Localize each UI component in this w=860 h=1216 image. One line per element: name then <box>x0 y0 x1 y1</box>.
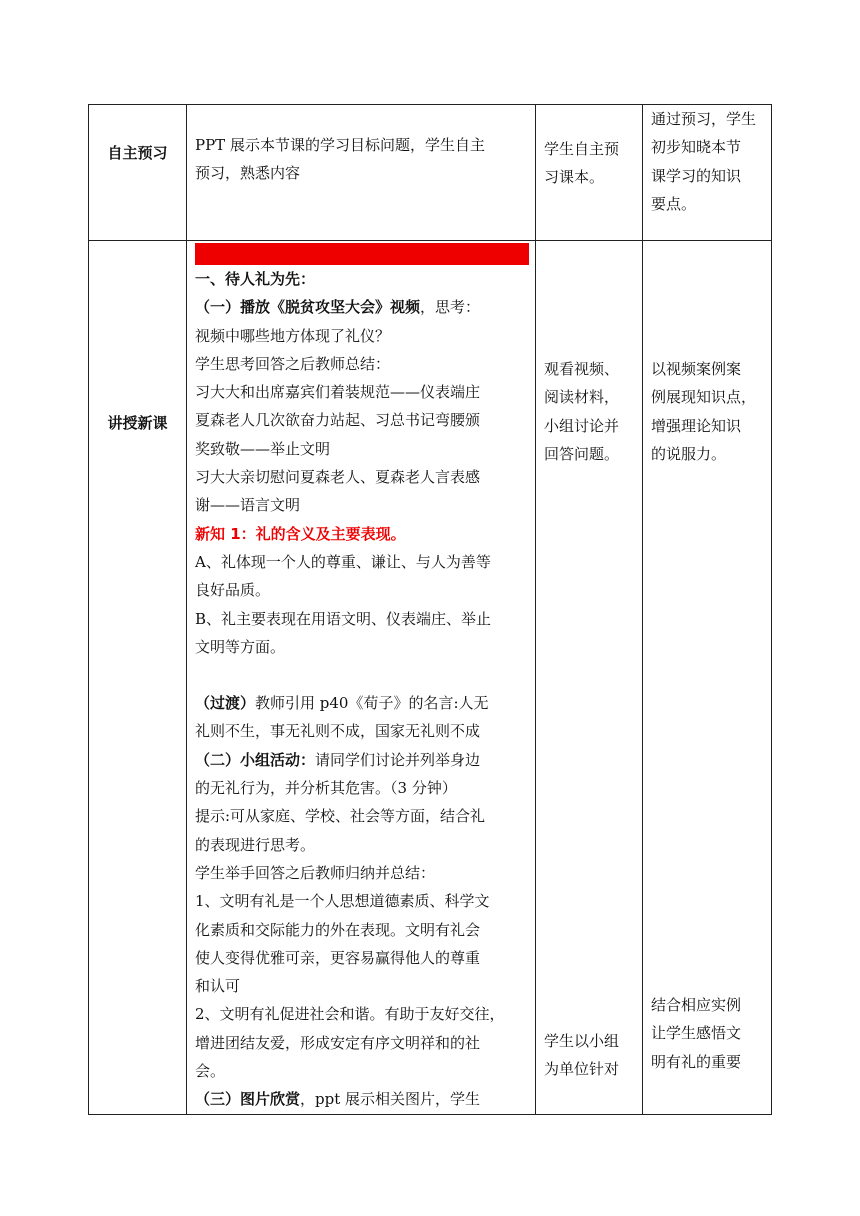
stage-label: 讲授新课 <box>107 414 168 432</box>
content-line: 增进团结友爱，形成安定有序文明祥和的社 <box>195 1033 481 1052</box>
content-line: 的无礼行为，并分析其危害。（3 分钟） <box>195 779 457 798</box>
content-line: 礼则不生，事无礼则不成，国家无礼则不成 <box>195 722 481 741</box>
red-highlight-bar <box>195 243 529 265</box>
student-line: 学生自主预 <box>544 140 620 158</box>
student-line: 小组讨论并 <box>544 416 620 435</box>
intent-line: 初步知晓本节 <box>651 138 742 157</box>
content-line: 夏森老人几次欲奋力站起、习总书记弯腰颁 <box>195 411 481 430</box>
content-line: （二）小组活动：请同学们讨论并列举身边 <box>195 750 481 769</box>
content-line: 2、文明有礼促进社会和谐。有助于友好交往， <box>195 1005 505 1024</box>
intent-line: 的说服力。 <box>651 444 727 463</box>
student-line: 阅读材料， <box>544 388 620 407</box>
content-line: 文明等方面。 <box>195 637 286 656</box>
content-cell <box>187 241 536 1115</box>
table-row <box>89 241 772 1115</box>
intent-line: 结合相应实例 <box>651 996 742 1014</box>
new-knowledge-heading: 新知 1：礼的含义及主要表现。 <box>195 524 406 543</box>
content-line: 良好品质。 <box>195 581 271 600</box>
student-line: 学生以小组 <box>544 1032 620 1050</box>
content-line: （过渡）教师引用 p40《荀子》的名言:人无 <box>195 694 489 713</box>
stage-label: 自主预习 <box>107 144 168 162</box>
student-line: 为单位针对 <box>544 1060 620 1079</box>
content-line: 使人变得优雅可亲，更容易赢得他人的尊重 <box>195 948 481 967</box>
content-line: 预习，熟悉内容 <box>195 164 301 183</box>
content-line: PPT 展示本节课的学习目标问题，学生自主 <box>195 136 485 154</box>
lesson-plan-table <box>88 104 772 1115</box>
content-line: （一）播放《脱贫攻坚大会》视频，思考： <box>195 298 481 317</box>
intent-line: 明有礼的重要 <box>651 1052 742 1071</box>
content-line: 奖致敬——举止文明 <box>195 439 331 458</box>
intent-line: 要点。 <box>651 194 697 213</box>
content-line: （三）图片欣赏，ppt 展示相关图片，学生 <box>195 1090 481 1109</box>
intent-line: 例展现知识点， <box>651 388 757 407</box>
table-row <box>89 105 772 241</box>
intent-line: 增强理论知识 <box>651 416 742 435</box>
content-line: 习大大和出席嘉宾们着装规范——仪表端庄 <box>195 383 481 402</box>
section-heading: 一、待人礼为先： <box>195 270 316 288</box>
content-line: B、礼主要表现在用语文明、仪表端庄、举止 <box>195 609 492 628</box>
content-line: 谢——语言文明 <box>195 496 301 515</box>
content-line: 会。 <box>195 1062 226 1081</box>
student-line: 回答问题。 <box>544 444 620 463</box>
student-line: 观看视频、 <box>544 360 620 378</box>
student-cell <box>536 241 643 1115</box>
content-line: 学生举手回答之后教师归纳并总结： <box>195 863 436 882</box>
content-line: 的表现进行思考。 <box>195 835 316 854</box>
content-line: 化素质和交际能力的外在表现。文明有礼会 <box>195 920 481 939</box>
content-line: 提示:可从家庭、学校、社会等方面，结合礼 <box>195 807 486 826</box>
content-line: 1、文明有礼是一个人思想道德素质、科学文 <box>195 892 490 911</box>
student-line: 习课本。 <box>544 168 605 187</box>
stage-cell <box>89 241 187 1115</box>
content-line: 和认可 <box>195 977 241 996</box>
content-line: 学生思考回答之后教师总结： <box>195 354 391 373</box>
intent-line: 通过预习，学生 <box>651 110 757 128</box>
intent-line: 课学习的知识 <box>651 166 742 185</box>
content-line: 习大大亲切慰问夏森老人、夏森老人言表感 <box>195 468 481 487</box>
content-line: 视频中哪些地方体现了礼仪？ <box>195 326 391 345</box>
student-cell <box>536 105 643 241</box>
content-line: A、礼体现一个人的尊重、谦让、与人为善等 <box>195 552 491 571</box>
intent-line: 以视频案例案 <box>651 360 742 378</box>
stage-cell <box>89 105 187 241</box>
intent-cell <box>643 241 772 1115</box>
content-cell <box>187 105 536 241</box>
blank-line <box>195 661 529 689</box>
intent-line: 让学生感悟文 <box>651 1024 742 1043</box>
intent-cell <box>643 105 772 241</box>
